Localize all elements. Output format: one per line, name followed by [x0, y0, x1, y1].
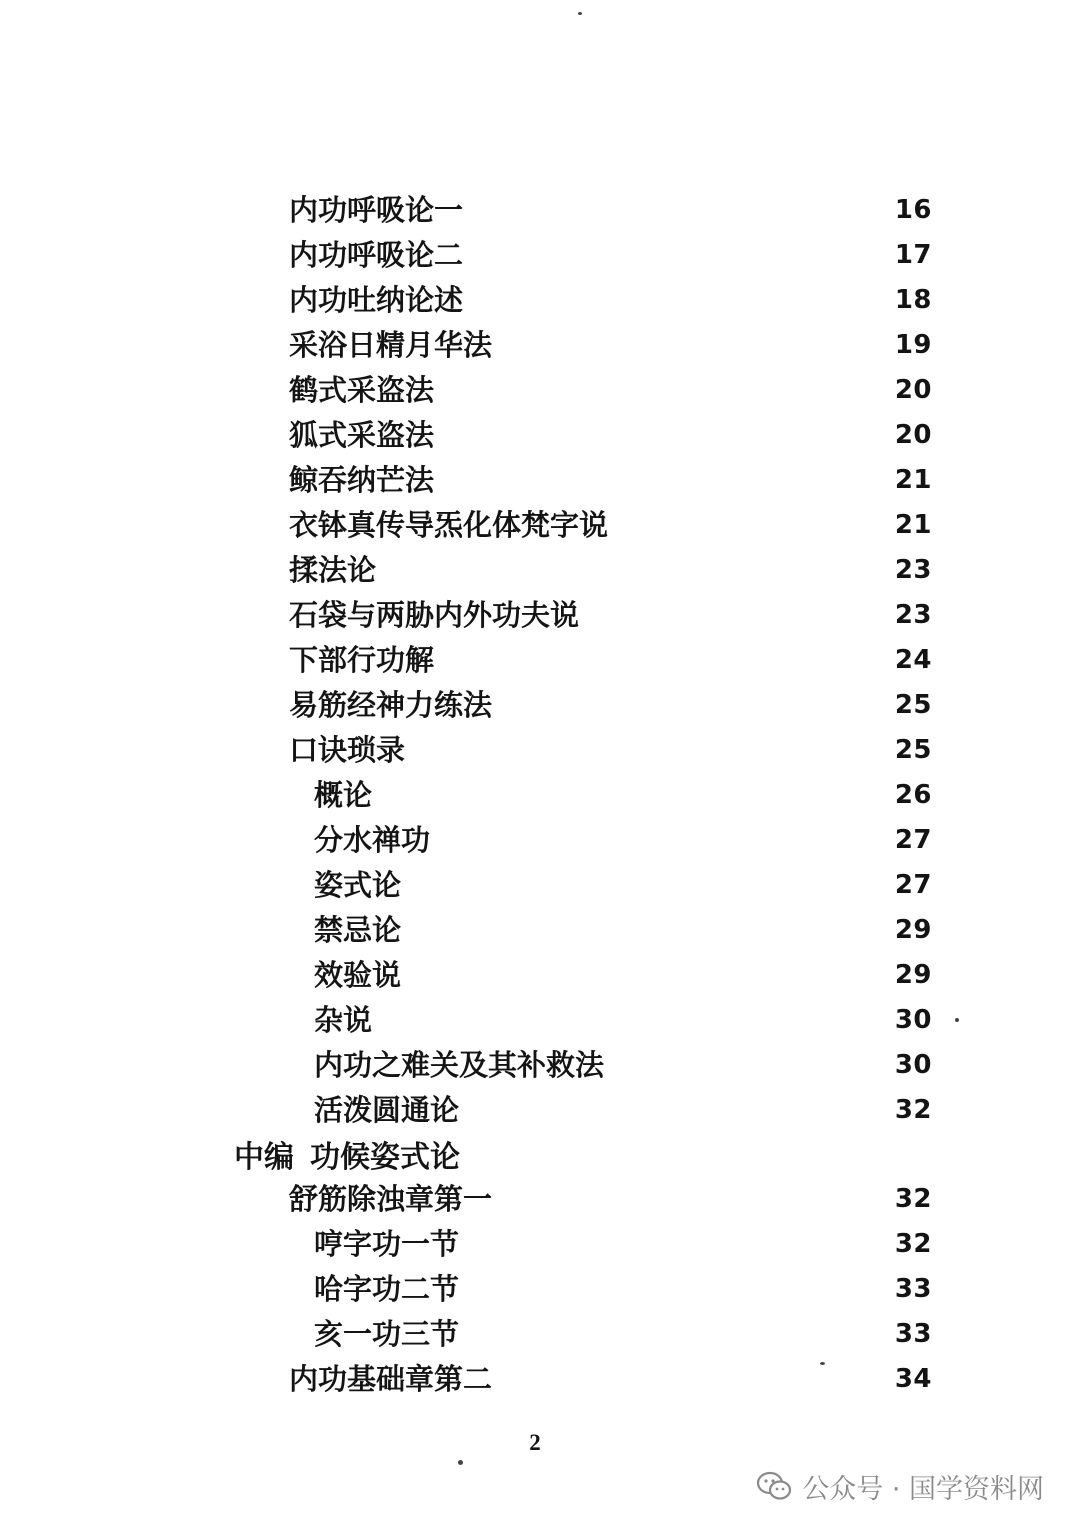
- toc-entry-title: 效验说: [314, 958, 402, 992]
- toc-entry: [289, 188, 932, 233]
- toc-entry-page: 33: [894, 1274, 932, 1304]
- toc-entry-page: 30: [894, 1005, 932, 1035]
- dot-leader: [494, 1357, 893, 1402]
- toc-entry: [289, 323, 932, 368]
- toc-entry: [289, 1357, 932, 1402]
- toc-entry-title: 姿式论: [314, 868, 402, 902]
- toc-entry-title: 衣钵真传导炁化体梵字说: [289, 508, 609, 542]
- toc-entry: [289, 593, 932, 638]
- section-prefix: 中编: [234, 1140, 294, 1175]
- toc-entry-page: 25: [894, 690, 932, 720]
- toc-entry-title: 采浴日精月华法: [289, 328, 493, 362]
- dot-leader: [581, 593, 893, 638]
- toc-entry: [314, 863, 932, 908]
- dot-leader: [436, 458, 893, 503]
- toc-entry: [289, 278, 932, 323]
- scan-speck: [820, 1362, 825, 1365]
- toc-entry-page: 32: [894, 1095, 932, 1125]
- dot-leader: [606, 1043, 893, 1088]
- toc-entry-page: 23: [894, 555, 932, 585]
- dot-leader: [432, 818, 893, 863]
- toc-entry: [289, 1177, 932, 1222]
- toc-entry: [314, 1222, 932, 1267]
- toc-entry-page: 21: [894, 510, 932, 540]
- toc-entry: [289, 683, 932, 728]
- toc-entry-title: 鲸吞纳芒法: [289, 463, 435, 497]
- toc-entry-title: 亥一功三节: [314, 1317, 460, 1351]
- toc-entry-title: 内功呼吸论二: [289, 238, 464, 272]
- page-number: 2: [529, 1430, 541, 1455]
- dot-leader: [403, 863, 893, 908]
- toc-entry-page: 34: [894, 1364, 932, 1394]
- toc-entry-title: 石袋与两胁内外功夫说: [289, 598, 580, 632]
- dot-leader: [461, 1222, 893, 1267]
- scan-speck: [458, 1460, 463, 1465]
- toc-entry-title: 鹤式采盗法: [289, 373, 435, 407]
- toc-entry-page: 27: [894, 870, 932, 900]
- toc-entry-page: 21: [894, 465, 932, 495]
- toc-entry-title: 狐式采盗法: [289, 418, 435, 452]
- toc-entry: [289, 503, 932, 548]
- toc-entry: [314, 908, 932, 953]
- toc-entry-title: 舒筋除浊章第一: [289, 1182, 493, 1216]
- toc-entry-page: 20: [894, 420, 932, 450]
- toc-entry-title: 哈字功二节: [314, 1272, 460, 1306]
- dot-leader: [403, 953, 893, 998]
- dot-leader: [403, 908, 893, 953]
- dot-leader: [436, 413, 893, 458]
- dot-leader: [374, 773, 893, 818]
- toc-entry-page: 26: [894, 780, 932, 810]
- dot-leader: [494, 683, 893, 728]
- dot-leader: [494, 323, 893, 368]
- dot-leader: [374, 998, 893, 1043]
- toc-entry: [314, 773, 932, 818]
- toc-entry-page: 25: [894, 735, 932, 765]
- section-title: 功候姿式论: [310, 1140, 460, 1175]
- dot-leader: [461, 1088, 893, 1133]
- toc-entry: [314, 1312, 932, 1357]
- toc-entry: [314, 1043, 932, 1088]
- toc-entry: [289, 548, 932, 593]
- watermark-text: 公众号 · 国学资料网: [802, 1473, 1044, 1505]
- dot-leader: [461, 1312, 893, 1357]
- toc-entry-page: 19: [894, 330, 932, 360]
- toc-entry: [289, 413, 932, 458]
- toc-entry: [314, 1088, 932, 1133]
- toc-entry: [314, 998, 932, 1043]
- toc-entry-title: 活泼圆通论: [314, 1093, 460, 1127]
- toc-entry-page: 16: [894, 195, 932, 225]
- toc-entry: [314, 818, 932, 863]
- toc-entry-title: 内功之难关及其补救法: [314, 1048, 605, 1082]
- dot-leader: [465, 233, 893, 278]
- toc-entry-title: 杂说: [314, 1003, 373, 1037]
- toc-entry-page: 27: [894, 825, 932, 855]
- toc-entry-title: 内功呼吸论一: [289, 193, 464, 227]
- toc-entry-title: 内功吐纳论述: [289, 283, 464, 317]
- toc-entry-page: 24: [894, 645, 932, 675]
- scan-speck: [955, 1018, 959, 1022]
- toc-entry-title: 揉法论: [289, 553, 377, 587]
- watermark: [756, 1464, 1044, 1508]
- toc-entry-page: 32: [894, 1184, 932, 1214]
- toc-entry: [289, 728, 932, 773]
- toc-entry: [289, 638, 932, 683]
- toc-entry-title: 分水禅功: [314, 823, 431, 857]
- toc-entry-title: 内功基础章第二: [289, 1362, 493, 1396]
- toc-entry: [289, 458, 932, 503]
- dot-leader: [436, 368, 893, 413]
- dot-leader: [378, 548, 893, 593]
- dot-leader: [407, 728, 893, 773]
- toc-entry-title: 口诀琐录: [289, 733, 406, 767]
- dot-leader: [465, 278, 893, 323]
- wechat-icon: [756, 1471, 792, 1501]
- toc-entry-page: 20: [894, 375, 932, 405]
- dot-leader: [461, 1267, 893, 1312]
- toc-entry: [289, 368, 932, 413]
- toc-entry-title: 易筋经神力练法: [289, 688, 493, 722]
- scan-speck: [578, 12, 582, 15]
- toc-entry-page: 29: [894, 960, 932, 990]
- toc-entry-page: 29: [894, 915, 932, 945]
- dot-leader: [610, 503, 893, 548]
- dot-leader: [494, 1177, 893, 1222]
- toc-entry-page: 33: [894, 1319, 932, 1349]
- toc-entry-title: 概论: [314, 778, 373, 812]
- dot-leader: [436, 638, 893, 683]
- toc-entry: [289, 233, 932, 278]
- toc-entry-title: 下部行功解: [289, 643, 435, 677]
- toc-entry: [314, 953, 932, 998]
- toc-entry-title: 哼字功一节: [314, 1227, 460, 1261]
- toc-entry-page: 18: [894, 285, 932, 315]
- toc-entry-title: 禁忌论: [314, 913, 402, 947]
- toc-entry: [314, 1267, 932, 1312]
- section-heading: [234, 1135, 460, 1180]
- dot-leader: [465, 188, 893, 233]
- toc-entry-page: 30: [894, 1050, 932, 1080]
- toc-entry-page: 17: [894, 240, 932, 270]
- toc-entry-page: 32: [894, 1229, 932, 1259]
- toc-entry-page: 23: [894, 600, 932, 630]
